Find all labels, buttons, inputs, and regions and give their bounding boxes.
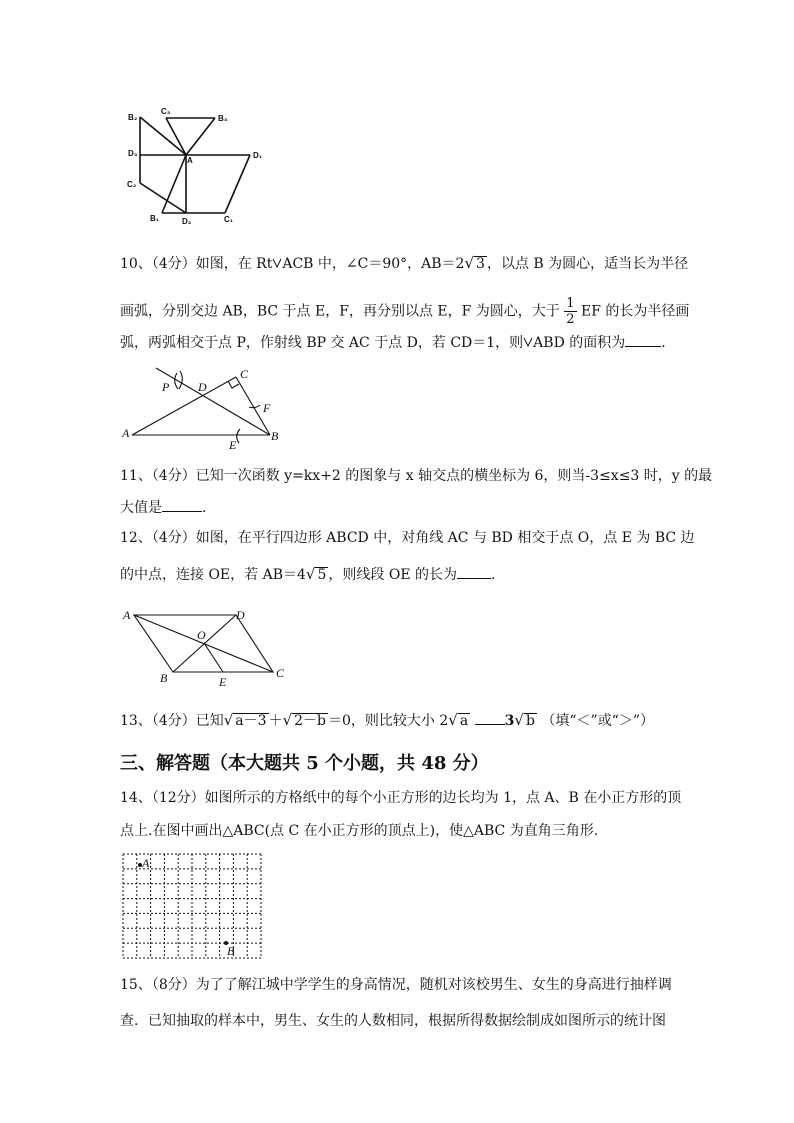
label-d: D	[198, 380, 207, 394]
answer-blank[interactable]	[457, 565, 491, 579]
q9-figure	[120, 105, 280, 230]
q11-line2: 大值是 .	[120, 500, 207, 516]
q15-line2: 查．已知抽取的样本中，男生、女生的人数相同，根据所得数据绘制成如图所示的统计图	[120, 1013, 666, 1029]
label-b: B	[227, 944, 235, 958]
q10-line2: 画弧，分别交边 AB，BC 于点 E，F，再分别以点 E，F 为圆心，大于 $\frac{1}{2}$ EF 的长为半径画	[120, 296, 690, 327]
label-a: A	[142, 856, 150, 870]
label-c2: C₂	[127, 180, 137, 189]
answer-blank[interactable]	[625, 333, 661, 347]
label-d1: D₁	[253, 151, 263, 160]
label-d: D	[236, 608, 245, 622]
label-a: A	[122, 426, 130, 440]
label-c: C	[276, 666, 285, 680]
label-b1: B₁	[150, 214, 160, 223]
q14-line1: 14、（12分）如图所示的方格纸中的每个小正方形的边长均为 1，点 A、B 在小正方形的顶	[120, 790, 682, 806]
q12-line2: 的中点，连接 OE，若 AB＝4√ 5 ，则线段 OE 的长为 .	[120, 565, 496, 583]
q12-line1: 12、（4分）如图，在平行四边形 ABCD 中，对角线 AC 与 BD 相交于点 O，点 E 为 BC 边	[120, 530, 695, 546]
q15-line1: 15、（8分）为了了解江城中学学生的身高情况，随机对该校男生、女生的身高进行抽样调	[120, 977, 672, 993]
label-a: A	[123, 608, 131, 622]
triangle-symbol-icon	[523, 337, 533, 347]
label-c3: C₃	[161, 107, 171, 116]
label-c1: C₁	[224, 215, 234, 224]
triangle-symbol-icon	[272, 258, 282, 268]
label-e: E	[219, 675, 227, 689]
q11-line1: 11、（4分）已知一次函数 y=kx+2 的图象与 x 轴交点的横坐标为 6，则当-3≤x≤3 时，y 的最	[120, 468, 713, 484]
label-c: C	[240, 367, 249, 381]
q10-line3: 弧，两弧相交于点 P，作射线 BP 交 AC 于点 D，若 CD＝1，则 ABD 的面积为 .	[120, 335, 666, 351]
fraction-one-half: $\frac{1}{2}$	[566, 296, 575, 327]
label-b2: B₂	[128, 113, 138, 122]
answer-blank[interactable]	[475, 711, 505, 725]
label-b3: B₃	[218, 114, 228, 123]
label-b: B	[160, 671, 168, 685]
label-d3: D₃	[128, 149, 138, 158]
label-f: F	[263, 401, 271, 415]
label-o: O	[197, 628, 206, 642]
q10-figure	[118, 365, 293, 450]
label-a: A	[187, 156, 193, 165]
q13-line: 13、（4分）已知√ a－3 ＋√ 2－b ＝0，则比较大小 2√ a 3√ b （填“＜”或“＞”）	[120, 711, 655, 729]
q14-line2: 点上.在图中画出△ABC(点 C 在小正方形的顶点上)，使△ABC 为直角三角形.	[120, 823, 599, 839]
label-p: P	[162, 380, 170, 394]
q10-line1: 10、（4分）如图，在 Rt ACB 中，∠C＝90°，AB＝2√ 3 ，以点 B 为圆心，适当长为半径	[120, 254, 689, 272]
q14-grid[interactable]	[121, 852, 263, 960]
label-d2: D₂	[182, 217, 192, 226]
label-b: B	[271, 429, 279, 443]
section-heading: 三、解答题（本大题共 5 个小题，共 48 分）	[120, 753, 489, 774]
q12-figure	[118, 605, 293, 690]
label-e: E	[229, 438, 237, 450]
answer-blank[interactable]	[162, 498, 202, 512]
